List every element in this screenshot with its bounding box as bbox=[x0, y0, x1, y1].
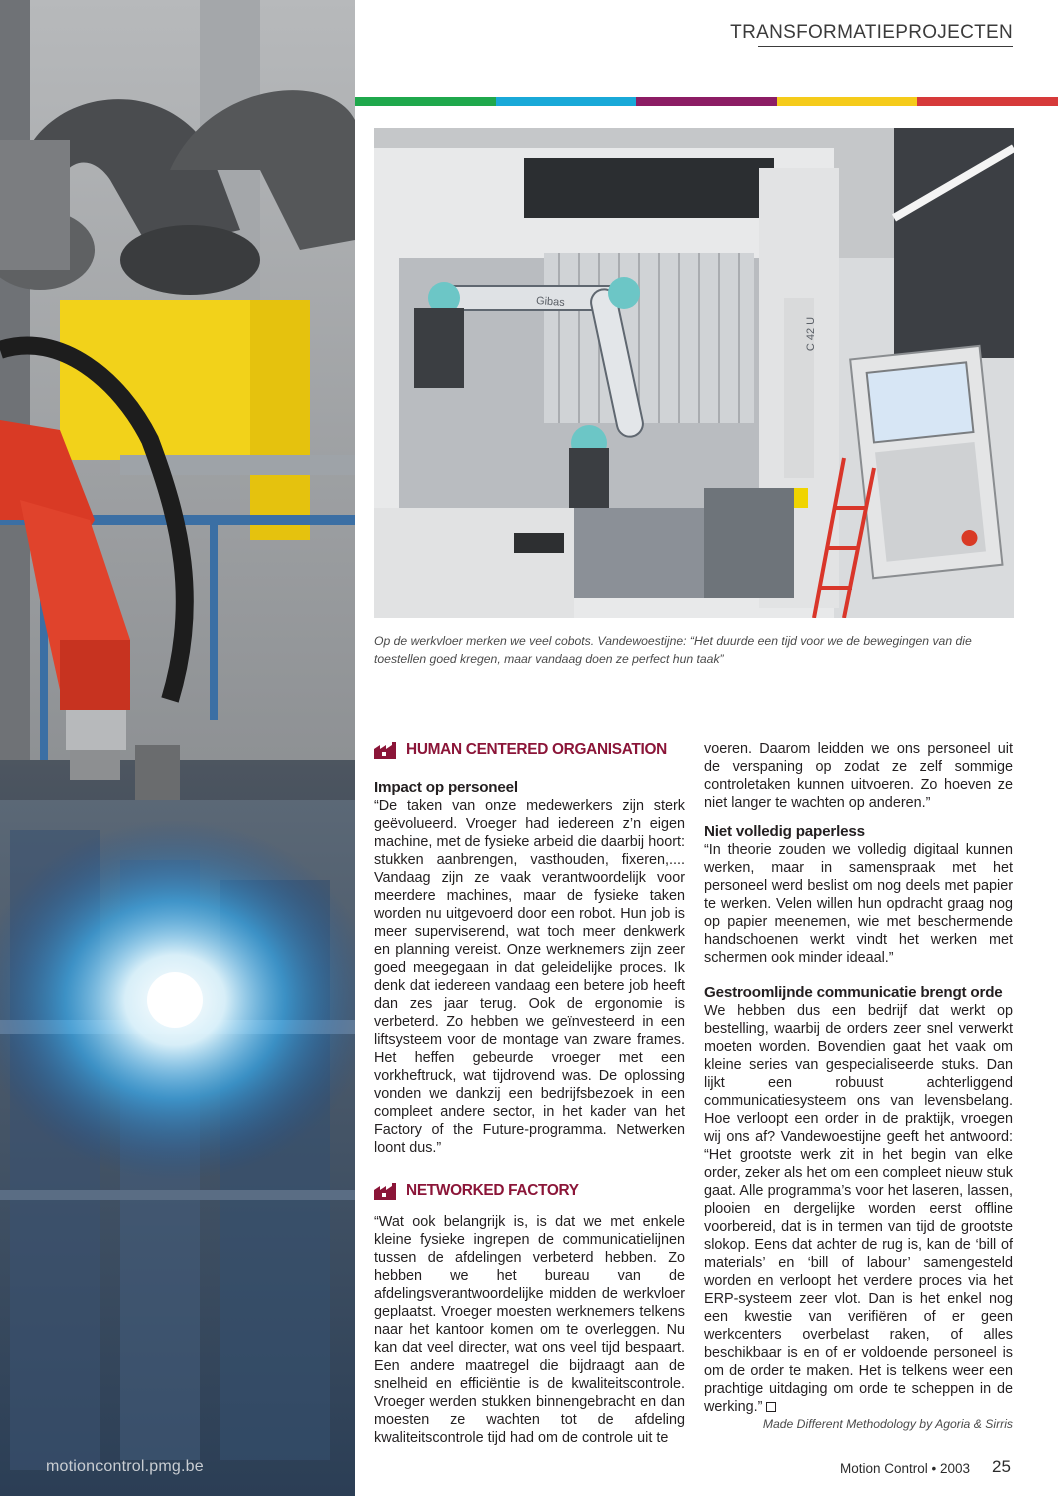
section-heading-networked bbox=[374, 1181, 685, 1201]
site-url[interactable]: motioncontrol.pmg.be bbox=[46, 1458, 204, 1475]
article-column-left bbox=[374, 740, 685, 1447]
band-red bbox=[917, 97, 1058, 106]
subheading-paperless: Niet volledig paperless bbox=[704, 823, 865, 840]
paragraph-networked-continued: voeren. Daarom leidden we ons personeel uit de verspaning op zodat ze zelf sommige controletaken kunnen uitvoeren. Zo hoeven ze niet langer te wachten op anderen.” bbox=[704, 741, 1013, 811]
section-heading-text: NETWORKED FACTORY bbox=[406, 1182, 579, 1199]
paragraph-communication bbox=[704, 1002, 1013, 1416]
photo-caption: Op de werkvloer merken we veel cobots. Vandewoestijne: “Het duurde een tijd voor we de bewegingen van die toestellen goed kregen, maar vandaag doen ze perfect hun taak” bbox=[374, 634, 972, 666]
footer-magazine: Motion Control • 2003 bbox=[840, 1461, 971, 1476]
section-heading-human-centered bbox=[374, 740, 685, 760]
paragraph-paperless: “In theorie zouden we volledig digitaal kunnen werken, maar in samenspraak met het personeel werd beslist om nog deels met papier te werken. Velen willen hun opdracht graag nog op papier meenemen, wie met beschermende handschoenen werkt vindt het werken met schermen ook minder ideaal.” bbox=[704, 842, 1013, 966]
section-label: TRANSFORMATIEPROJECTEN bbox=[730, 22, 1013, 43]
arm-label: Gibas bbox=[535, 295, 566, 309]
factory-icon bbox=[374, 742, 399, 759]
band-cyan bbox=[496, 97, 637, 106]
band-yellow bbox=[777, 97, 918, 106]
source-credit: Made Different Methodology by Agoria & Sirris bbox=[762, 1417, 1013, 1431]
end-of-article-square-icon bbox=[766, 1402, 776, 1412]
paragraph-communication-text: We hebben dus een bedrijf dat werkt op bestelling, waarbij de orders zeer snel verwerkt moeten worden. Bovendien gaat het vaak om kleine series van gespecialiseerde stuks. Dan lijkt een robuust achterliggend communicatiesysteem ons van levensbelang. Hoe verloopt een order in de praktijk, vroegen wij ons af? Vandewoestijne geeft het antwoord: “Het grootste werk zit in het begin van elke order, zeker als het om een compleet nieuw stuk gaat. Alle programma’s voor het laseren, lassen, plooien en dergelijke worden eerst offline voorbereid, dat is in termen van tijd de grootste slokop. Eens dat achter de rug is, kan de ‘bill of materials’ en ‘bill of labour’ samengesteld worden en verloopt het verdere proces via het ERP-systeem zeer vlot. Dan is het enkel nog een kwestie van verifiëren of er geen werkcenters overbelast raken, of alles beschikbaar is en of er voldoende personeel is om de order te maken. Het is telkens weer een prachtige uitdaging om orde te scheppen in de werking.” bbox=[704, 1003, 1013, 1415]
band-green bbox=[355, 97, 496, 106]
cobot-photo bbox=[374, 128, 1014, 618]
machine-label: C 42 U bbox=[805, 316, 818, 352]
cobot-illustration bbox=[374, 128, 1014, 618]
subheading-impact: Impact op personeel bbox=[374, 779, 518, 796]
section-label-underline bbox=[758, 46, 1013, 47]
color-band bbox=[355, 97, 1058, 106]
paragraph-networked: “Wat ook belangrijk is, is dat we met enkele kleine fysieke ingrepen de communicatielijnen tussen de afdelingen verbeterd hebben. Zo hebben we het bureau van de afdelingsverantwoordelijke midden de werkvloer geplaatst. Vroeger moesten werknemers telkens naar het kantoor komen om te overleggen. Nu kan dat veel directer, wat ons veel tijd bespaart. Een andere maatregel die bijdraagt aan de snelheid en efficiëntie is de kwaliteitscontrole. Vroeger werden stukken binnengebracht en dan moesten ze wachten tot de afdeling kwaliteitscontrole tijd had om de controle uit te bbox=[374, 1214, 685, 1446]
page-number: 25 bbox=[992, 1457, 1011, 1476]
band-purple bbox=[636, 97, 777, 106]
section-heading-text: HUMAN CENTERED ORGANISATION bbox=[406, 741, 667, 758]
article-column-right bbox=[704, 740, 1013, 1432]
factory-icon bbox=[374, 1183, 399, 1200]
paragraph-impact: “De taken van onze medewerkers zijn sterk geëvolueerd. Vroeger had iedereen z’n eigen machine, met de fysieke arbeid die daarbij hoort: stukken aanbrengen, vasthouden, fixeren,.... Vandaag zijn ze vaak verantwoordelijk voor meerdere machines, maar de fysieke taken worden nu uitgevoerd door een robot. Hun job is meer superviserend, wat toch meer denkwerk en planning vereist. Onze werknemers zijn zeer goed meegegaan in dat geleidelijke proces. Ik denk dat iedereen vandaag een betere job heeft dan zes jaar terug. Ook de ergonomie is verbeterd. Zo hebben we geïnvesteerd in een liftsysteem voor de montage van zware frames. Het heffen gebeurde vroeger met een vorkheftruck, wat tijdrovend was. De oplossing vonden we dankzij een bedrijfsbezoek in een compleet andere sector, in het kader van het Factory of the Future-programma. Netwerken loont dus.” bbox=[374, 798, 685, 1156]
welding-robot-illustration bbox=[0, 0, 355, 1496]
subheading-communication: Gestroomlijnde communicatie brengt orde bbox=[704, 984, 1003, 1001]
welding-robot-photo bbox=[0, 0, 355, 1496]
